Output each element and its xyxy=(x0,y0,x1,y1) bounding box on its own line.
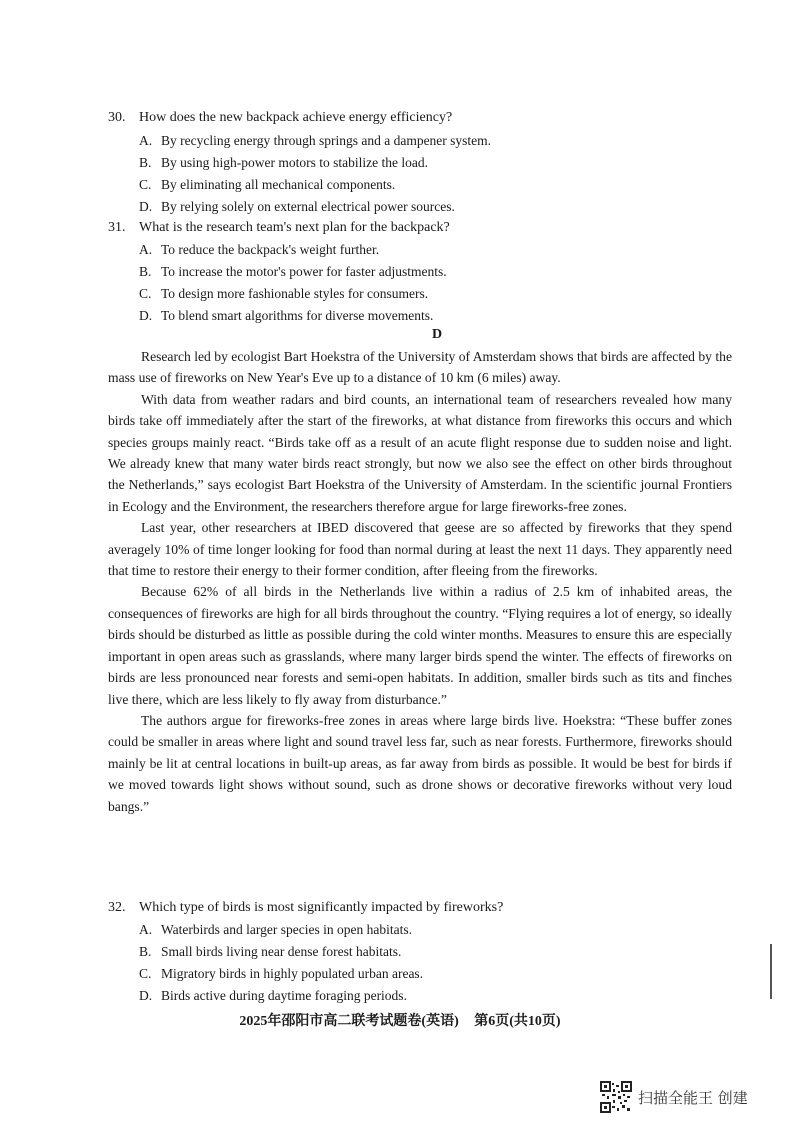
scan-artifact-line xyxy=(770,944,772,999)
option-letter: D. xyxy=(139,988,153,1003)
passage-paragraph: Because 62% of all birds in the Netherlands live within a radius of 2.5 km of inhabited areas, the consequences of fireworks are high for all birds throughout the country. “Flying requires a lot of energy, so ideally birds should be disturbed as little as possible during the cold winter months. Measures to ensure this are especially important in open areas such as grasslands, where many larger birds spend the winter. The effects of fireworks on birds are less pronounced near forests and semi-open habitats. In addition, smaller birds such as tits and finches live there, which are less likely to fly away from disturbance.” xyxy=(108,584,732,707)
question-text: Which type of birds is most significantly impacted by fireworks? xyxy=(139,900,504,915)
option-text: By eliminating all mechanical components. xyxy=(161,177,396,192)
option-text: Waterbirds and larger species in open habitats. xyxy=(161,922,412,937)
page-number: 第6页(共10页) xyxy=(474,1014,561,1029)
option-text: Small birds living near dense forest habitats. xyxy=(161,944,402,959)
option-31-d xyxy=(139,305,433,326)
exam-title: 2025年邵阳市高二联考试题卷(英语) xyxy=(239,1014,459,1029)
option-letter: D. xyxy=(139,199,153,214)
option-32-b xyxy=(139,941,401,962)
watermark-text: 扫描全能王 创建 xyxy=(638,1088,748,1107)
question-number: 30. xyxy=(108,110,126,125)
option-31-a xyxy=(139,239,379,260)
passage-paragraph: Research led by ecologist Bart Hoekstra of the University of Amsterdam shows that birds are affected by the mass use of fireworks on New Year's Eve up to a distance of 10 km (6 miles) away. xyxy=(108,349,732,386)
option-letter: A. xyxy=(139,133,153,148)
passage-paragraph: Last year, other researchers at IBED discovered that geese are so affected by fireworks that they spend averagely 10% of time longer looking for food than normal during at least the next 11 days. They apparently need that time to restore their energy to their former condition, after fleeing from the fireworks. xyxy=(108,520,732,579)
reading-passage xyxy=(108,346,732,817)
option-30-a xyxy=(139,130,491,151)
question-31 xyxy=(108,217,450,238)
option-31-b xyxy=(139,261,447,282)
question-32 xyxy=(108,897,503,918)
question-30 xyxy=(108,107,452,128)
question-text: What is the research team's next plan for the backpack? xyxy=(139,220,450,235)
option-letter: B. xyxy=(139,155,152,170)
option-text: By using high-power motors to stabilize the load. xyxy=(161,155,428,170)
option-32-d xyxy=(139,985,407,1006)
option-letter: D. xyxy=(139,308,153,323)
option-text: By relying solely on external electrical power sources. xyxy=(161,199,455,214)
qr-code-icon xyxy=(600,1081,632,1113)
option-32-a xyxy=(139,919,412,940)
option-30-d xyxy=(139,196,455,217)
passage-paragraph: With data from weather radars and bird counts, an international team of researchers revealed how many birds take off immediately after the start of the fireworks, at what distance from fireworks this occurs and which species groups mainly react. “Birds take off as a result of an acute flight response due to sudden noise and light. We already knew that many water birds react strongly, but now we also see the effect on other birds throughout the Netherlands,” says ecologist Bart Hoekstra of the University of Amsterdam. In the scientific journal Frontiers in Ecology and the Environment, the researchers therefore argue for large fireworks-free zones. xyxy=(108,391,732,514)
question-text: How does the new backpack achieve energy efficiency? xyxy=(139,110,453,125)
option-text: To reduce the backpack's weight further. xyxy=(161,242,380,257)
option-letter: B. xyxy=(139,944,152,959)
option-31-c xyxy=(139,283,428,304)
option-letter: B. xyxy=(139,264,152,279)
page-footer xyxy=(0,1010,800,1030)
question-number: 32. xyxy=(108,900,126,915)
option-letter: A. xyxy=(139,242,153,257)
question-number: 31. xyxy=(108,220,126,235)
option-text: To increase the motor's power for faster adjustments. xyxy=(161,264,447,279)
option-text: To blend smart algorithms for diverse movements. xyxy=(161,308,434,323)
option-letter: C. xyxy=(139,286,152,301)
option-text: Birds active during daytime foraging periods. xyxy=(161,988,407,1003)
section-label: D xyxy=(432,327,443,342)
scanner-watermark xyxy=(600,1081,748,1113)
passage-paragraph: The authors argue for fireworks-free zones in areas where large birds live. Hoekstra: “These buffer zones could be smaller in areas where light and sound travel less far, such as near forests. Furthermore, fireworks should mainly be lit at central locations in built-up areas, as far away from birds as possible. It would be best for birds if we moved towards light shows without sound, such as drone shows or decorative fireworks without very loud bangs.” xyxy=(108,712,732,814)
option-30-b xyxy=(139,152,428,173)
option-letter: C. xyxy=(139,966,152,981)
option-text: Migratory birds in highly populated urban areas. xyxy=(161,966,424,981)
option-letter: C. xyxy=(139,177,152,192)
option-text: To design more fashionable styles for consumers. xyxy=(161,286,429,301)
option-text: By recycling energy through springs and a dampener system. xyxy=(161,133,492,148)
option-letter: A. xyxy=(139,922,153,937)
option-30-c xyxy=(139,174,395,195)
option-32-c xyxy=(139,963,423,984)
